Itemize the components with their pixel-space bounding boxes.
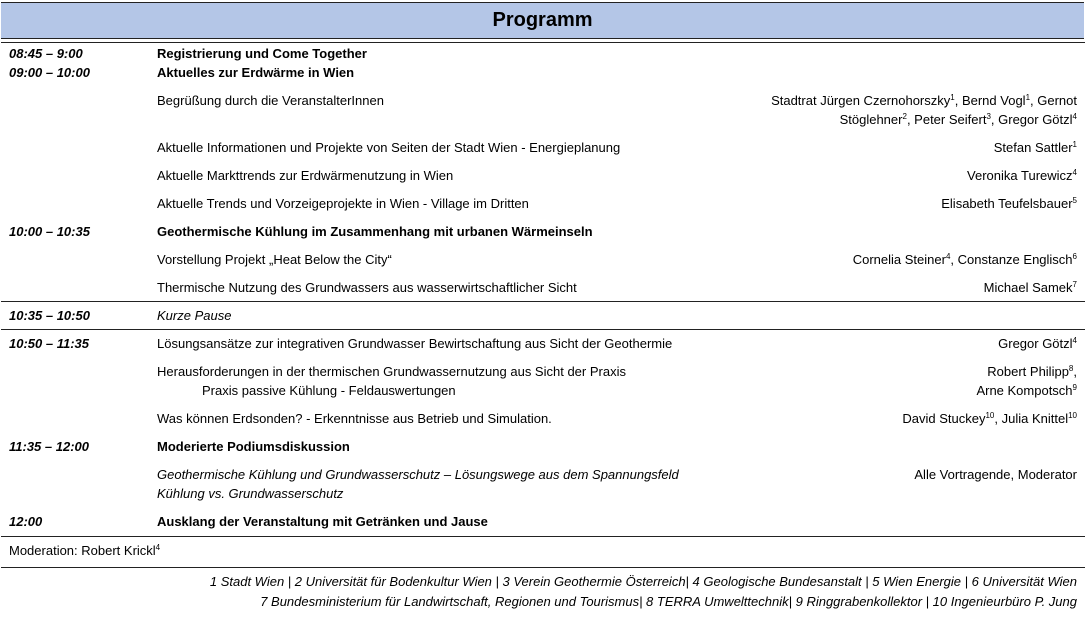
talk-title: Vorstellung Projekt „Heat Below the City“	[157, 252, 392, 267]
talk-title: Geothermische Kühlung und Grundwasserschutz – Lösungswege aus dem Spannungsfeld	[157, 467, 679, 482]
session-title: Moderierte Podiumsdiskussion	[157, 439, 350, 454]
divider	[1, 42, 1085, 43]
program-header	[1, 2, 1084, 39]
divider	[1, 536, 1085, 537]
time-slot: 12:00	[9, 514, 43, 529]
speaker: Stöglehner$^2$, Peter Seifert$^3$, Gregor Götzl$^4$	[839, 112, 1077, 127]
moderation-note: Moderation: Robert Krickl$^4$	[9, 543, 161, 558]
speaker: Stadtrat Jürgen Czernohorszky$^1$, Bernd Vogl$^1$, Gernot	[771, 93, 1077, 108]
speaker: Michael Samek$^7$	[983, 280, 1077, 295]
divider	[1, 567, 1085, 568]
session-title: Ausklang der Veranstaltung mit Getränken und Jause	[157, 514, 488, 529]
talk-title: Aktuelle Informationen und Projekte von Seiten der Stadt Wien - Energieplanung	[157, 140, 621, 155]
divider	[1, 301, 1085, 302]
speaker: Gregor Götzl$^4$	[998, 336, 1077, 351]
talk-title: Praxis passive Kühlung - Feldauswertungen	[202, 383, 456, 398]
speaker: Robert Philipp$^8$,	[987, 364, 1077, 379]
talk-title: Thermische Nutzung des Grundwassers aus wasserwirtschaftlicher Sicht	[157, 280, 577, 295]
talk-title: Begrüßung durch die VeranstalterInnen	[157, 93, 384, 108]
speaker: David Stuckey$^{10}$, Julia Knittel$^{10}$	[902, 411, 1077, 426]
time-slot: 10:00 – 10:35	[9, 224, 90, 239]
footnote-affiliations: 7 Bundesministerium für Landwirtschaft, Regionen und Tourismus| 8 TERRA Umwelttechnik| 9 Ringgrabenkollektor | 10 Ingenieurbüro P. Jung	[260, 594, 1077, 609]
speaker: Alle Vortragende, Moderator	[914, 467, 1077, 482]
speaker: Stefan Sattler$^1$	[993, 140, 1077, 155]
session-title: Aktuelles zur Erdwärme in Wien	[157, 65, 355, 80]
divider	[1, 329, 1085, 330]
speaker: Elisabeth Teufelsbauer$^5$	[941, 196, 1077, 211]
time-slot: 11:35 – 12:00	[9, 439, 89, 454]
footnote-affiliations: 1 Stadt Wien | 2 Universität für Bodenkultur Wien | 3 Verein Geothermie Österreich| 4 Geologische Bundesanstalt | 5 Wien Energie | 6 Universität Wien	[209, 574, 1077, 589]
speaker: Cornelia Steiner$^4$, Constanze Englisch$^6$	[852, 252, 1077, 267]
time-slot: 10:50 – 11:35	[9, 336, 89, 351]
talk-title: Lösungsansätze zur integrativen Grundwasser Bewirtschaftung aus Sicht der Geothermie	[157, 336, 673, 351]
time-slot: 08:45 – 9:00	[9, 46, 83, 61]
time-slot: 10:35 – 10:50	[9, 308, 90, 323]
break-title: Kurze Pause	[157, 308, 232, 323]
talk-title: Was können Erdsonden? - Erkenntnisse aus Betrieb und Simulation.	[157, 411, 552, 426]
talk-title: Kühlung vs. Grundwasserschutz	[157, 486, 344, 501]
talk-title: Aktuelle Markttrends zur Erdwärmenutzung in Wien	[157, 168, 454, 183]
talk-title: Aktuelle Trends und Vorzeigeprojekte in Wien - Village im Dritten	[157, 196, 529, 211]
talk-title: Herausforderungen in der thermischen Grundwassernutzung aus Sicht der Praxis	[157, 364, 626, 379]
speaker: Arne Kompotsch$^9$	[976, 383, 1077, 398]
session-title: Registrierung und Come Together	[157, 46, 367, 61]
page-title: Programm	[492, 9, 593, 31]
session-title: Geothermische Kühlung im Zusammenhang mit urbanen Wärmeinseln	[157, 224, 593, 239]
time-slot: 09:00 – 10:00	[9, 65, 90, 80]
speaker: Veronika Turewicz$^4$	[967, 168, 1077, 183]
